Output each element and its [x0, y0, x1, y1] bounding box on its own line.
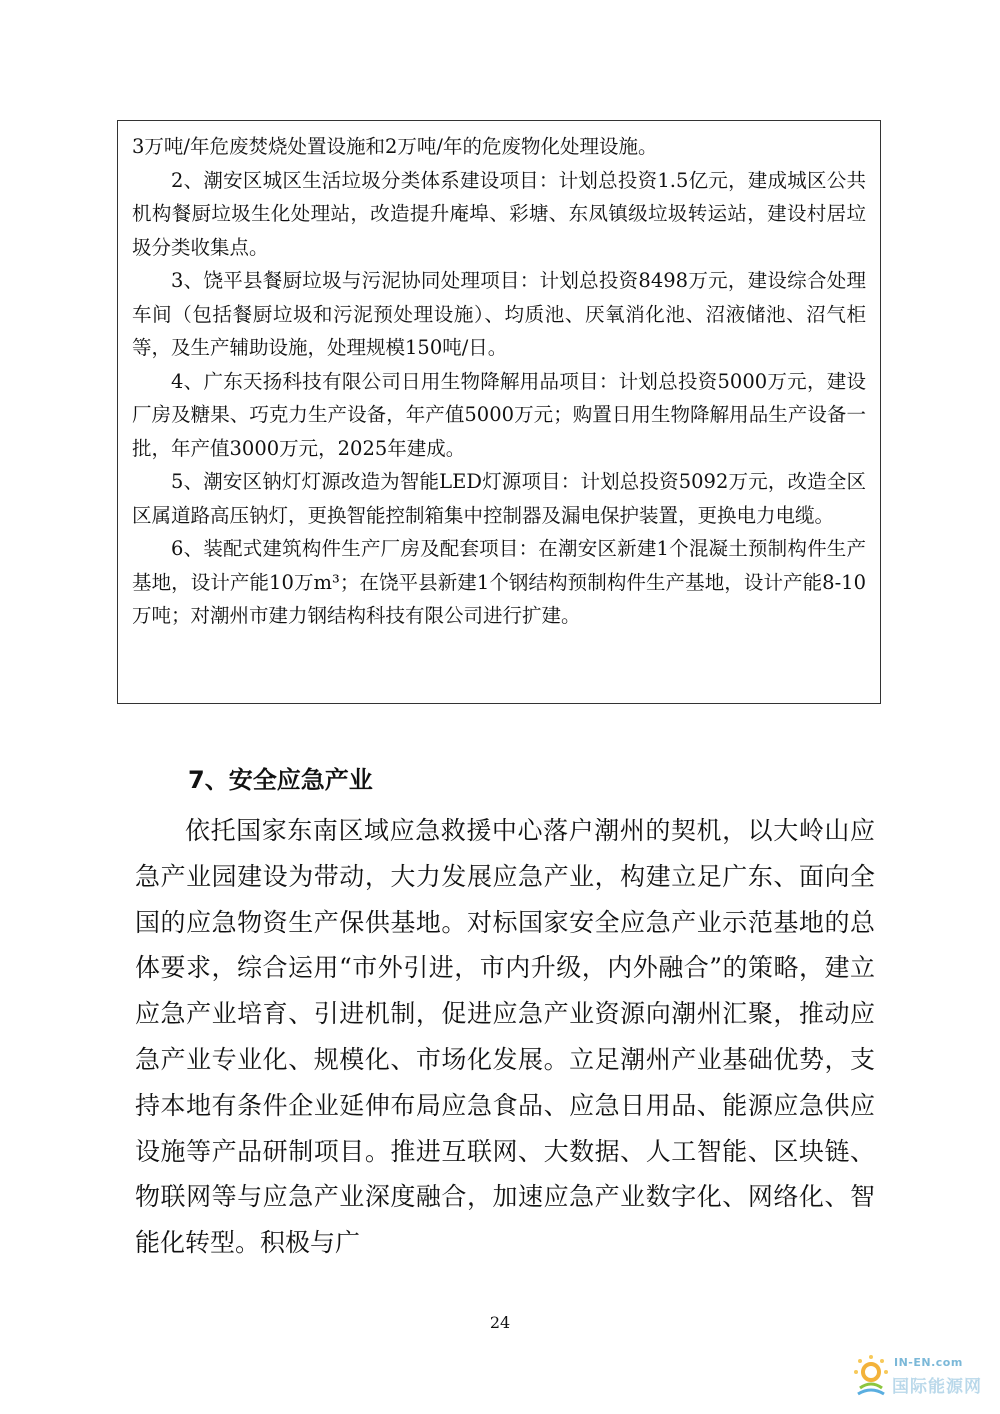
watermark — [852, 1350, 992, 1406]
watermark-en: IN-EN.com — [894, 1356, 963, 1369]
project-list-box — [117, 120, 881, 704]
section-title: 7、安全应急产业 — [188, 766, 373, 794]
box-paragraph: 6、装配式建筑构件生产厂房及配套项目：在潮安区新建1个混凝土预制构件生产基地，设计产能10万m³；在饶平县新建1个钢结构预制构件生产基地，设计产能8-10万吨；对潮州市建力钢结构科技有限公司进行扩建。 — [132, 537, 866, 627]
box-paragraph: 4、广东天扬科技有限公司日用生物降解用品项目：计划总投资5000万元，建设厂房及糖果、巧克力生产设备，年产值5000万元；购置日用生物降解用品生产设备一批，年产值3000万元，2025年建成。 — [132, 369, 866, 460]
watermark-cn: 国际能源网 — [892, 1377, 982, 1397]
box-paragraph: 3、饶平县餐厨垃圾与污泥协同处理项目：计划总投资8498万元，建设综合处理车间（包括餐厨垃圾和污泥预处理设施）、均质池、厌氧消化池、沼液储池、沼气柜等，及生产辅助设施，处理规模150吨/日。 — [132, 269, 866, 359]
box-paragraph: 2、潮安区城区生活垃圾分类体系建设项目：计划总投资1.5亿元，建成城区公共机构餐厨垃圾生化处理站，改造提升庵埠、彩塘、东凤镇级垃圾转运站，建设村居垃圾分类收集点。 — [132, 168, 866, 259]
page-number: 24 — [489, 1313, 511, 1332]
box-paragraph: 5、潮安区钠灯灯源改造为智能LED灯源项目：计划总投资5092万元，改造全区区属道路高压钠灯，更换智能控制箱集中控制器及漏电保护装置，更换电力电缆。 — [132, 470, 866, 527]
box-paragraph: 3万吨/年危废焚烧处置设施和2万吨/年的危废物化处理设施。 — [132, 135, 658, 158]
section-body: 依托国家东南区域应急救援中心落户潮州的契机，以大岭山应急产业园建设为带动，大力发展应急产业，构建立足广东、面向全国的应急物资生产保供基地。对标国家安全应急产业示范基地的总体要求，综合运用“市外引进，市内升级，内外融合”的策略，建立应急产业培育、引进机制，促进应急产业资源向潮州汇聚，推动应急产业专业化、规模化、市场化发展。立足潮州产业基础优势，支持本地有条件企业延伸布局应急食品、应急日用品、能源应急供应设施等产品研制项目。推进互联网、大数据、人工智能、区块链、物联网等与应急产业深度融合，加速应急产业数字化、网络化、智能化转型。积极与广 — [135, 816, 875, 1258]
in-en-logo-icon — [852, 1354, 890, 1398]
